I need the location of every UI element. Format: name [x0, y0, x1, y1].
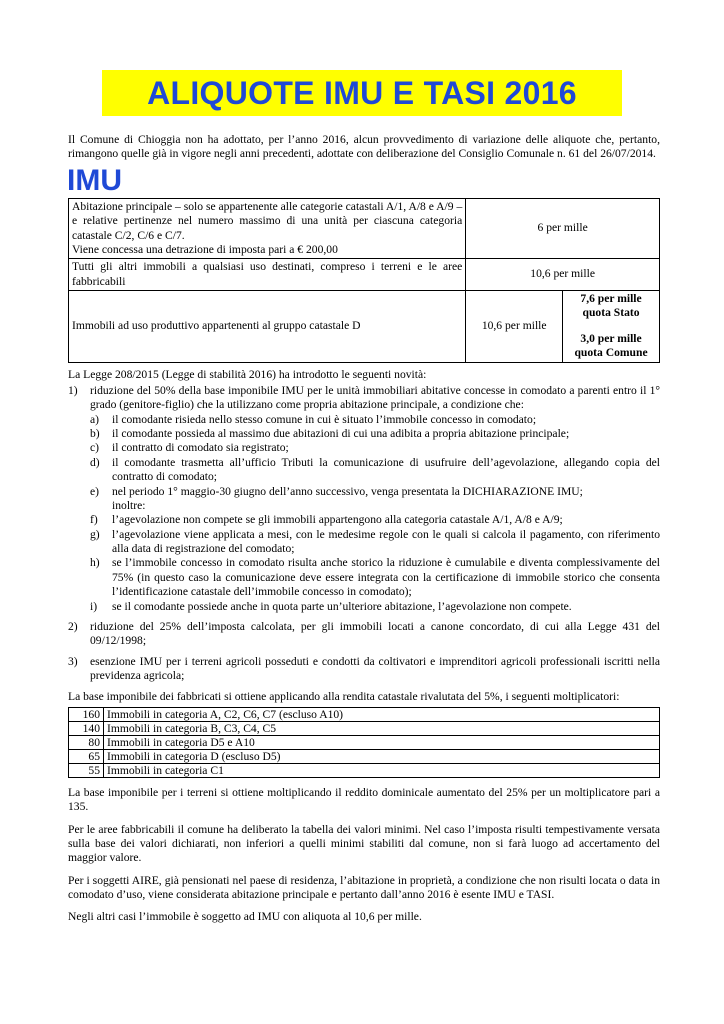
multiplier-label: Immobili in categoria D5 e A10 — [104, 735, 660, 749]
inoltre-label: inoltre: — [112, 498, 146, 512]
table-row — [69, 763, 660, 777]
rates-row — [69, 291, 660, 363]
detraction-text: Viene concessa una detrazione di imposta pari a € 200,00 — [72, 242, 338, 256]
list-item-text: riduzione del 50% della base imponibile IMU per le unità immobiliari abitative concesse in comodato a parenti entro il 1° grado (genitore-figlio) che la utilizzano come propria abitazione principale, a condizione che: — [90, 383, 660, 412]
list-item — [68, 384, 660, 614]
altri-casi-paragraph: Negli altri casi l’immobile è soggetto ad IMU con aliquota al 10,6 per mille. — [68, 910, 422, 924]
rate-split — [563, 291, 660, 363]
list-item-text: riduzione del 25% dell’imposta calcolata, per gli immobili locati a canone concordato, di cui alla Legge 431 del 09/12/1998; — [90, 619, 660, 648]
condition-text: l’agevolazione non compete se gli immobili appartengono alla categoria catastale A/1, A/8 e A/9; — [112, 513, 563, 527]
intro-paragraph: Il Comune di Chioggia non ha adottato, per l’anno 2016, alcun provvedimento di variazione delle aliquote che, pertanto, rimangono quelle già in vigore negli anni precedenti, adottate con deliberazione del Consiglio Comunale n. 61 del 26/07/2014. — [68, 133, 660, 161]
table-row — [69, 707, 660, 721]
rate-value: 10,6 per mille — [466, 291, 563, 363]
rate-description: Immobili ad uso produttivo appartenenti al gruppo catastale D — [69, 291, 466, 363]
condition-item: b) il comodante possieda al massimo due abitazioni di cui una adibita a propria abitazione principale; — [90, 427, 570, 440]
page-title: ALIQUOTE IMU E TASI 2016 — [102, 70, 622, 116]
condition-item: f) l’agevolazione non compete se gli immobili appartengono alla categoria catastale A/1, A/8 e A/9; — [90, 513, 563, 527]
list-number: 3) — [68, 654, 78, 668]
multiplier-factor: 55 — [69, 763, 104, 777]
condition-text: nel periodo 1° maggio-30 giugno dell’anno successivo, venga presentata la DICHIARAZIONE IMU; — [112, 484, 583, 498]
multiplier-label: Immobili in categoria C1 — [104, 763, 660, 777]
list-item-text: esenzione IMU per i terreni agricoli posseduti e condotti da coltivatori e imprenditori agricoli professionali iscritti nella previdenza agricola; — [90, 654, 660, 682]
stato-label: quota Stato — [582, 306, 640, 320]
condition-item: e) nel periodo 1° maggio-30 giugno dell’anno successivo, venga presentata la DICHIARAZIONE IMU; — [90, 484, 583, 498]
condition-text: il comodante risieda nello stesso comune in cui è situato l’immobile concesso in comodato; — [112, 412, 537, 426]
novita-list — [68, 384, 660, 684]
stato-rate: 7,6 per mille — [580, 292, 642, 305]
table-row — [69, 749, 660, 763]
multiplier-factor: 140 — [69, 721, 104, 735]
imu-heading: IMU — [67, 163, 122, 197]
multiplier-label: Immobili in categoria D (escluso D5) — [104, 749, 660, 763]
base-imponibile-text: La base imponibile dei fabbricati si ottiene applicando alla rendita catastale rivalutata del 5%, i seguenti moltiplicatori: — [68, 690, 620, 704]
rate-value: 6 per mille — [466, 198, 660, 259]
comune-label: quota Comune — [574, 346, 648, 360]
condition-text: il comodante possieda al massimo due abitazioni di cui una adibita a propria abitazione principale; — [112, 427, 570, 440]
rate-description-text: Abitazione principale – solo se appartenente alle categorie catastali A/1, A/8 e A/9 – e relative pertinenze nel numero massimo di una unità per ciascuna categoria catastale C/2, C/6 e C/7. — [72, 199, 463, 242]
table-row — [69, 735, 660, 749]
list-item — [68, 620, 660, 649]
rate-value: 10,6 per mille — [466, 259, 660, 291]
condition-item: a) il comodante risieda nello stesso comune in cui è situato l’immobile concesso in comodato; — [90, 412, 537, 426]
multiplier-label: Immobili in categoria A, C2, C6, C7 (escluso A10) — [104, 707, 660, 721]
condition-text: l’agevolazione viene applicata a mesi, con le medesime regole con le quali si calcola il pagamento, con riferimento alla data di registrazione del comodato; — [112, 527, 660, 555]
conditions-list — [90, 413, 660, 614]
comune-rate: 3,0 per mille — [580, 331, 642, 345]
condition-text: il comodante trasmetta all’ufficio Tributi la comunicazione di usufruire dell’agevolazione, allegando copia del contratto di comodato; — [112, 455, 660, 484]
aree-paragraph: Per le aree fabbricabili il comune ha deliberato la tabella dei valori minimi. Nel caso l’imposta risulti tempestivamente versata sulla base dei valori dichiarati, non inferiori a quelli minimi stabiliti dal comune, non si farà luogo ad accertamento del maggior valore. — [68, 822, 660, 865]
condition-item: d) il comodante trasmetta all’ufficio Tributi la comunicazione di usufruire dell’agevolazione, allegando copia del contratto di comodato; — [90, 455, 660, 484]
multipliers-table — [68, 707, 660, 778]
list-item — [68, 655, 660, 684]
multiplier-factor: 65 — [69, 749, 104, 763]
multiplier-label: Immobili in categoria B, C3, C4, C5 — [104, 721, 660, 735]
terreni-paragraph: La base imponibile per i terreni si ottiene moltiplicando il reddito dominicale aumentato del 25% per un moltiplicatore pari a 135. — [68, 785, 660, 814]
aire-paragraph: Per i soggetti AIRE, già pensionati nel paese di residenza, l’abitazione in proprietà, a condizione che non risulti locata o data in comodato d’uso, viene considerata abitazione principale e pertanto dall’anno 2016 è esente IMU e TASI. — [68, 873, 660, 901]
rates-row — [69, 198, 660, 259]
condition-text: se l’immobile concesso in comodato risulta anche storico la riduzione è cumulabile e diventa complessivamente del 75% (in questo caso la comunicazione deve essere integrata con la certificazione di immobile storico che consenta l’identificazione catastale dell’immobile concesso in comodato); — [112, 556, 660, 599]
condition-text: se il comodante possiede anche in quota parte un’ulteriore abitazione, l’agevolazione non compete. — [112, 599, 572, 613]
table-row — [69, 721, 660, 735]
condition-item: h) se l’immobile concesso in comodato risulta anche storico la riduzione è cumulabile e diventa complessivamente del 75% (in questo caso la comunicazione deve essere integrata con la certificazione di immobile storico che consenta l’identificazione catastale dell’immobile concesso in comodato); — [90, 556, 660, 599]
rate-description — [69, 198, 466, 259]
condition-item: i) se il comodante possiede anche in quota parte un’ulteriore abitazione, l’agevolazione non compete. — [90, 599, 572, 613]
rates-row — [69, 259, 660, 291]
condition-item: g) l’agevolazione viene applicata a mesi, con le medesime regole con le quali si calcola il pagamento, con riferimento alla data di registrazione del comodato; — [90, 527, 660, 555]
condition-text: il contratto di comodato sia registrato; — [112, 441, 289, 455]
novita-intro: La Legge 208/2015 (Legge di stabilità 2016) ha introdotto le seguenti novità: — [68, 367, 427, 381]
multiplier-factor: 160 — [69, 707, 104, 721]
condition-item: c) il contratto di comodato sia registrato; — [90, 441, 289, 455]
document-body — [68, 133, 660, 925]
imu-rates-table — [68, 198, 660, 363]
rate-description: Tutti gli altri immobili a qualsiasi uso destinati, compreso i terreni e le aree fabbricabili — [69, 259, 466, 291]
multiplier-factor: 80 — [69, 735, 104, 749]
list-number: 2) — [68, 619, 78, 633]
list-number: 1) — [68, 383, 78, 397]
